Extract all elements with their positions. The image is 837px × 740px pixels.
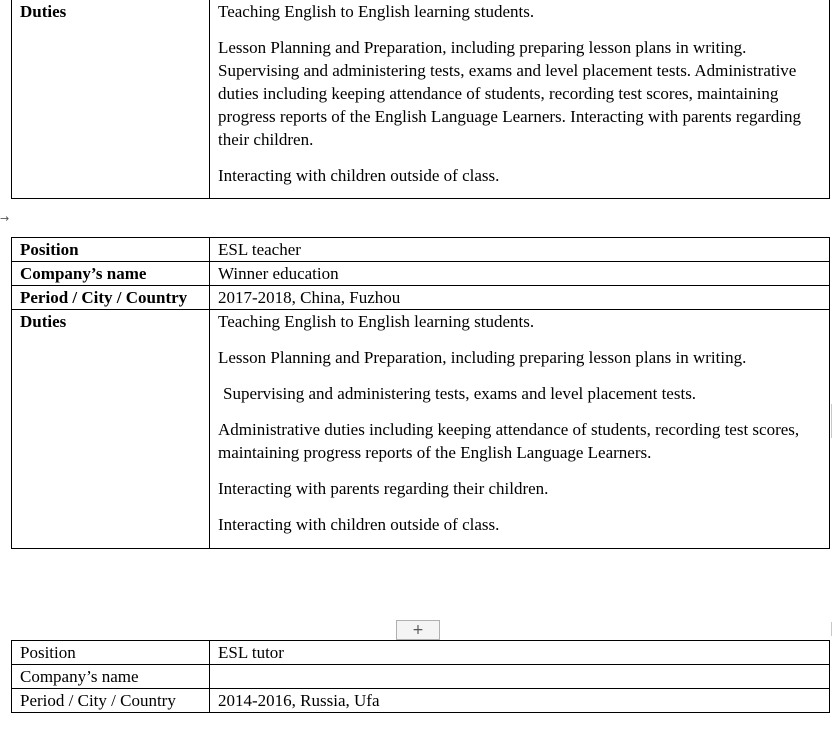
experience-table-3 xyxy=(11,640,830,713)
position-label: Position xyxy=(12,641,210,665)
table-row xyxy=(12,310,830,549)
duties-label: Duties xyxy=(12,310,210,549)
table-row xyxy=(12,286,830,310)
add-row-button[interactable] xyxy=(396,620,440,640)
duties-cell[interactable] xyxy=(210,0,830,199)
duty-item: Teaching English to English learning students. xyxy=(218,312,535,331)
company-label: Company’s name xyxy=(12,262,210,286)
position-label: Position xyxy=(12,238,210,262)
duty-item: Lesson Planning and Preparation, including preparing lesson plans in writing. Supervising and administering tests, exams and level placement tests. Administrative duties including keeping attendance of students, recording test scores, maintaining progress reports of the English Language Learners. Interacting with parents regarding their children. xyxy=(218,38,801,149)
duties-label: Duties xyxy=(12,0,210,199)
duties-cell[interactable] xyxy=(210,310,830,549)
scrollbar-marker[interactable] xyxy=(831,404,837,438)
duty-item: Interacting with parents regarding their children. xyxy=(218,479,549,498)
experience-table-2 xyxy=(11,237,830,549)
company-value[interactable]: Winner education xyxy=(210,262,830,286)
period-label: Period / City / Country xyxy=(12,286,210,310)
table-row xyxy=(12,641,830,665)
company-value[interactable] xyxy=(210,665,830,689)
position-value[interactable]: ESL tutor xyxy=(210,641,830,665)
table-move-handle-icon[interactable]: → xyxy=(0,212,10,225)
table-row xyxy=(12,0,830,199)
table-row xyxy=(12,665,830,689)
table-row xyxy=(12,238,830,262)
duty-item: Interacting with children outside of class. xyxy=(218,166,500,185)
duty-item: Administrative duties including keeping attendance of students, recording test scores, maintaining progress reports of the English Language Learners. xyxy=(218,420,800,462)
duty-item: Supervising and administering tests, exams and level placement tests. xyxy=(223,384,697,403)
duty-item: Interacting with children outside of class. xyxy=(218,515,500,534)
table-row xyxy=(12,262,830,286)
duty-item: Teaching English to English learning students. xyxy=(218,2,535,21)
position-value[interactable]: ESL teacher xyxy=(210,238,830,262)
experience-table-1 xyxy=(11,0,830,199)
plus-icon: + xyxy=(412,622,424,638)
period-label: Period / City / Country xyxy=(12,689,210,713)
period-value[interactable]: 2014-2016, Russia, Ufa xyxy=(210,689,830,713)
period-value[interactable]: 2017-2018, China, Fuzhou xyxy=(210,286,830,310)
company-label: Company’s name xyxy=(12,665,210,689)
duty-item: Lesson Planning and Preparation, including preparing lesson plans in writing. xyxy=(218,348,747,367)
scrollbar-marker[interactable] xyxy=(831,622,837,636)
table-row xyxy=(12,689,830,713)
